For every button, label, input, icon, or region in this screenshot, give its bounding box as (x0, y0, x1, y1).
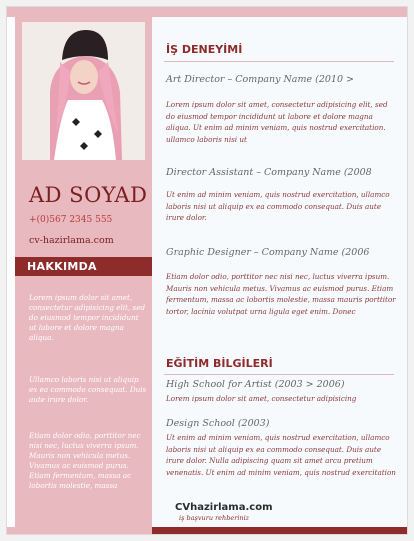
experience-title: İŞ DENEYİMİ (166, 43, 243, 56)
full-name: AD SOYAD (29, 183, 148, 207)
education-title: EĞİTİM BİLGİLERİ (166, 357, 273, 370)
job-title: Graphic Designer – Company Name (2006 (166, 247, 370, 258)
sidebar (15, 17, 152, 527)
job-title: Art Director – Company Name (2010 > (166, 74, 354, 85)
education-description: Lorem ipsum dolor sit amet, consectetur adipisicing (166, 394, 357, 403)
logo-tagline: iş başvuru rehberiniz (179, 514, 250, 522)
cv-page (6, 6, 408, 535)
job-description: Ut enim ad minim veniam, quis nostrud exercitation, ullamco laboris nisi ut aliquip ex ea commodo consequat. Duis aute irure dolor. (166, 190, 390, 222)
job-description: Lorem ipsum dolor sit amet, consectetur adipisicing elit, sed do eiusmod tempor incididunt ut labore et dolore magna aliqua. Ut enim ad minim veniam, quis nostrud exercitation. ullamco laboris nisi ut (166, 100, 388, 144)
section-divider (164, 374, 394, 375)
about-paragraph: Ullamco laboris nisi ut aliquip ex ea commodo consequat. Duis aute irure dolor. (29, 375, 147, 404)
profile-photo (22, 22, 145, 160)
main-content (152, 17, 407, 527)
site-logo[interactable] (175, 502, 285, 524)
job-description: Etiam dolor odio, porttitor nec nisi nec, luctus viverra ipsum. Mauris non vehicula metus. Vivamus ac euismod purus. Etiam fermentum, massa ac lobortis molestie, massa mauris porttitor tortor, lacinia volutpat urna ligula eget enim. Donec (166, 272, 396, 316)
job-title: Director Assistant – Company Name (2008 (166, 167, 372, 178)
about-paragraph: Lorem ipsum dolor sit amet, consectetur adipisicing elit, sed do eiusmod tempor incididunt ut labore et dolore magna aliqua. (29, 293, 146, 342)
about-paragraph: Etiam dolor odio, porttitor nec nisi nec, luctus viverra ipsum. Mauris non vehicula metus. Vivamus ac euismod purus. Etiam fermentum, massa ac lobortis molestie, massa (29, 431, 141, 490)
education-description: Ut enim ad minim veniam, quis nostrud exercitation, ullamco laboris nisi ut aliquip ex ea commodo consequat. Duis aute irure dolor. Nulla adipiscing quam sit amet arcu pretium venenatis. Ut enim ad minim veniam, quis nostrud exercitation (166, 433, 396, 477)
education-title-item: Design School (2003) (166, 418, 270, 429)
logo-text: CVhazirlama.com (175, 502, 273, 513)
about-title: HAKKIMDA (27, 260, 97, 273)
website[interactable]: cv-hazirlama.com (29, 235, 114, 246)
top-bar (7, 7, 407, 17)
section-divider (164, 61, 394, 62)
bottom-bar (152, 527, 407, 534)
education-title-item: High School for Artist (2003 > 2006) (166, 379, 345, 390)
phone-number: +(0)567 2345 555 (29, 215, 113, 225)
bottom-left-bar (7, 527, 152, 534)
